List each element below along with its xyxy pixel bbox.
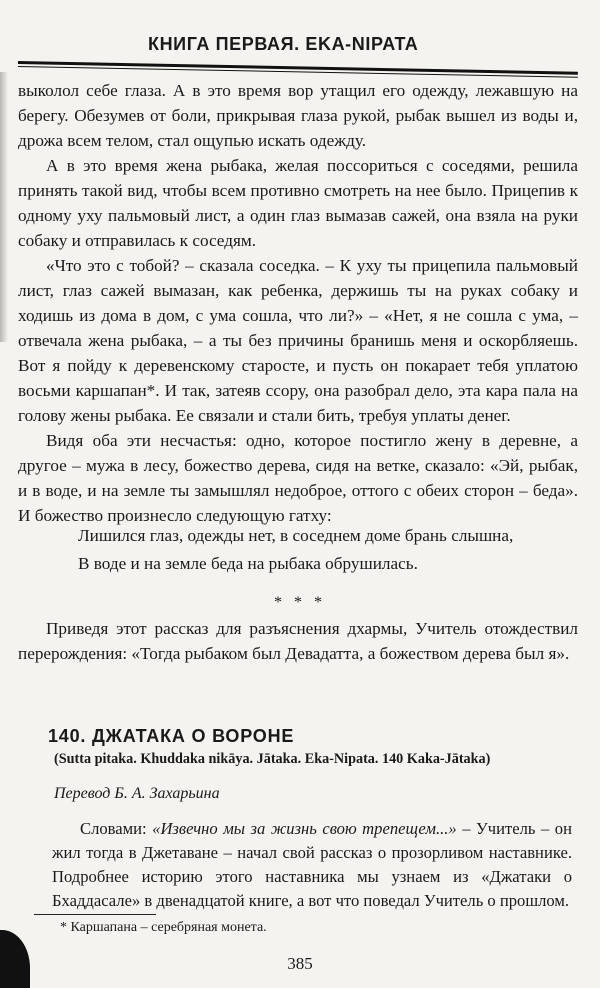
paragraph-1: выколол себе глаза. А в это время вор утащил его одежду, лежавшую на берегу. Обезумев от боли, прикрывая глаза рукой, рыбак вышел из воды и, дрожа всем телом, стал ощупью искать одежду. [18,81,578,150]
conclusion-text [18,616,578,666]
section-subtitle: (Sutta pitaka. Khuddaka nikāya. Jātaka. Eka-Nipata. 140 Kaka-Jātaka) [54,751,491,767]
footnote-rule [34,914,156,915]
main-text [18,78,578,528]
page-number: 385 [287,954,313,973]
verse-line-2: В воде и на земле беда на рыбака обрушилась. [78,554,418,573]
section-intro [52,817,572,913]
footnote: * Каршапана – серебряная монета. [60,920,267,935]
intro-prefix: Словами: [80,819,153,838]
intro-paragraph [52,817,572,913]
conclusion-paragraph: Приведя этот рассказ для разъяснения дхармы, Учитель отождествил перерождения: «Тогда рыбаком был Девадатта, а божеством дерева был я». [18,619,578,663]
translator-credit: Перевод Б. А. Захарьина [54,785,220,802]
verse-line-1: Лишился глаз, одежды нет, в соседнем доме брань слышна, [78,526,514,545]
paragraph-2: А в это время жена рыбака, желая поссориться с соседями, решила принять такой вид, чтобы всем противно смотреть на нее было. Прицепив к одному уху пальмовый лист, а один глаз вымазав сажей, она взяла на руки собаку и отправилась к соседям. [18,156,578,250]
page-edge-shadow [0,72,8,342]
section-title: 140. ДЖАТАКА О ВОРОНЕ [48,726,295,746]
paragraph-4: Видя оба эти несчастья: одно, которое постигло жену в деревне, а другое – мужа в лесу, божество дерева, сидя на ветке, сказало: «Эй, рыбак, и в воде, и на земле ты замышлял недоброе, оттого с обеих сторон – беда». И божество произнесло следующую гатху: [18,431,578,525]
page-corner-shadow [0,930,30,988]
gatha-verse [78,522,558,578]
intro-rest: – Учитель – он жил тогда в Джетаване – начал свой рассказ о прозорливом наставнике. Подробнее историю этого наставника мы узнаем из «Джатаки о Бхаддасале» в двенадцатой книге, а вот что поведал Учитель о прошлом. [52,819,572,910]
paragraph-3: «Что это с тобой? – сказала соседка. – К уху ты прицепила пальмовый лист, глаз сажей вымазан, как ребенка, держишь ты на руках собаку и ходишь из дома в дом, с ума сошла, что ли?» – «Нет, я не сошла с ума, – отвечала жена рыбака, – а ты без причины бранишь меня и оскорбляешь. Вот я пойду к деревенскому старосте, и пусть он покарает тебя уплатою восьми каршапан*. И так, затеяв ссору, она разобрал дело, эта кара пала на голову жены рыбака. Ее связали и стали бить, требуя уплаты денег. [18,256,578,425]
running-head: КНИГА ПЕРВАЯ. EKA-NIPATA [148,34,419,54]
section-separator: * * * [274,594,326,611]
intro-quote: «Извечно мы за жизнь свою трепещем...» [152,819,457,838]
